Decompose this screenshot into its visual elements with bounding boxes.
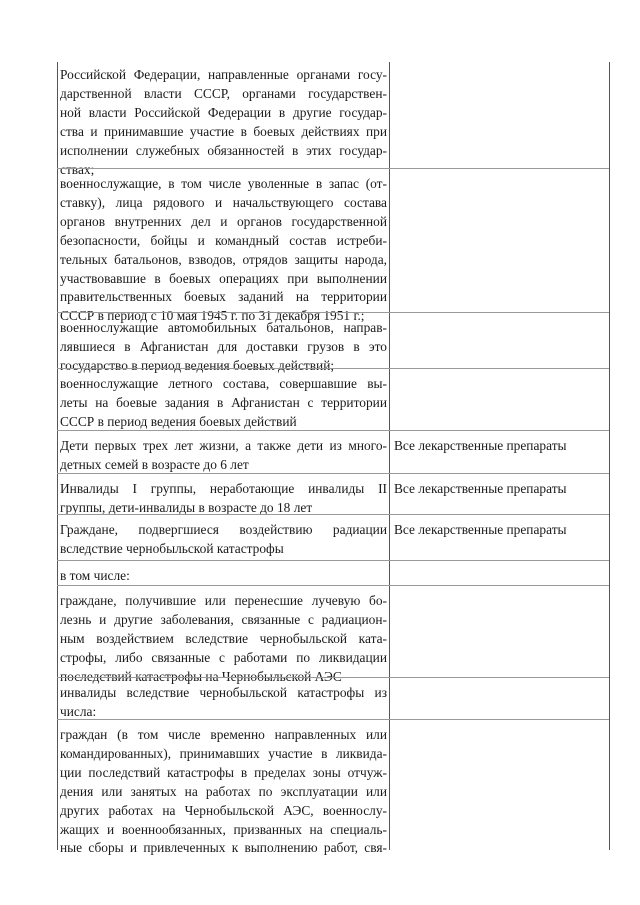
text-line: дения или занятых на работах по эксплуатации или (60, 783, 387, 799)
category-cell (60, 66, 387, 179)
table-column-divider (389, 62, 390, 850)
text-line: исполнении служебных обязанностей в этих государ- (60, 142, 387, 158)
medication-cell (394, 521, 608, 540)
category-cell (60, 592, 387, 687)
category-cell (60, 437, 387, 475)
text-line: в том числе: (60, 568, 130, 583)
text-line: военнослужащие, в том числе уволенные в запас (от- (60, 176, 387, 191)
text-line: СССР в период ведения боевых действий (60, 413, 297, 429)
text-line: СССР в период с 10 мая 1945 г. по 31 декабря 1951 г.; (60, 308, 365, 324)
text-line: ной власти Российской Федерации в другие государ- (60, 104, 387, 120)
text-line: группы, дети-инвалиды в возрасте до 18 лет (60, 499, 313, 515)
medication-cell (394, 437, 608, 456)
category-cell (60, 480, 387, 518)
text-line: граждане, получившие или перенесшие лучевую бо- (60, 593, 387, 608)
text-line: жащих и военнообязанных, призванных на специаль- (60, 821, 387, 837)
text-line: Дети первых трех лет жизни, а также дети из много- (60, 438, 387, 453)
text-line: тельных батальонов, взводов, отрядов защиты народа, (60, 251, 387, 267)
text-line: ствах; (60, 161, 95, 177)
text-line: военнослужащие автомобильных батальонов, направ- (60, 320, 387, 335)
table-row (57, 430, 609, 472)
text-line: ции последствий катастрофы в пределах зоны отчуж- (60, 764, 387, 780)
text-line: других работах на Чернобыльской АЭС, военнослу- (60, 802, 387, 818)
text-line: инвалиды вследствие чернобыльской катастрофы из (60, 685, 387, 700)
text-line: Российской Федерации, направленные органами госу- (60, 67, 387, 82)
table-row (57, 514, 609, 556)
text-line: безопасности, бойцы и командный состав истреби- (60, 232, 387, 248)
table-row (57, 473, 609, 515)
table-row (57, 585, 609, 684)
text-line: граждан (в том числе временно направленных или (60, 727, 387, 742)
medication-text: Все лекарственные препараты (394, 438, 567, 453)
text-line: Инвалиды I группы, неработающие инвалиды II (60, 481, 387, 496)
text-line: участвовавшие в боевых операциях при выполнении (60, 270, 387, 286)
text-line: лезнь и другие заболевания, связанные с радиацион- (60, 611, 387, 627)
table-left-border (57, 62, 58, 850)
medication-cell (394, 480, 608, 499)
category-cell (60, 521, 387, 559)
text-line: государство в период ведения боевых действий; (60, 357, 335, 373)
text-line: лявшиеся в Афганистан для доставки грузов в это (60, 338, 387, 354)
category-cell (60, 684, 387, 722)
text-line: последствий катастрофы на Чернобыльской АЭС (60, 668, 342, 684)
table-row (57, 560, 609, 583)
text-line: вследствие чернобыльской катастрофы (60, 540, 284, 556)
text-line: ные сборы и привлеченных к выполнению работ, свя- (60, 840, 387, 856)
table-row (57, 677, 609, 719)
text-line: дарственной власти СССР, органами государствен- (60, 85, 387, 101)
text-line: ства и принимавшие участие в боевых действиях при (60, 123, 387, 139)
table-right-border (609, 62, 610, 850)
medication-text: Все лекарственные препараты (394, 481, 567, 496)
table-row (57, 368, 609, 429)
text-line: детных семей в возрасте до 6 лет (60, 456, 249, 472)
category-cell (60, 375, 387, 432)
text-line: ным воздействием вследствие чернобыльской ката- (60, 630, 387, 646)
text-line: строфы, либо связанные с работами по ликвидации (60, 649, 387, 665)
text-line: числа: (60, 703, 97, 719)
text-line: командированных), принимавших участие в ликвида- (60, 745, 387, 761)
text-line: леты на боевые задания в Афганистан с территории (60, 394, 387, 410)
category-cell (60, 175, 387, 326)
table-row (57, 719, 609, 856)
text-line: военнослужащие летного состава, совершавшие вы- (60, 376, 387, 391)
category-cell (60, 726, 387, 858)
category-cell (60, 567, 387, 586)
text-line: ставку), лица рядового и начальствующего состава (60, 194, 387, 210)
medication-text: Все лекарственные препараты (394, 522, 567, 537)
text-line: органов внутренних дел и органов государственной (60, 213, 387, 229)
text-line: правительственных боевых заданий на территории (60, 289, 387, 305)
text-line: Граждане, подвергшиеся воздействию радиации (60, 522, 387, 537)
